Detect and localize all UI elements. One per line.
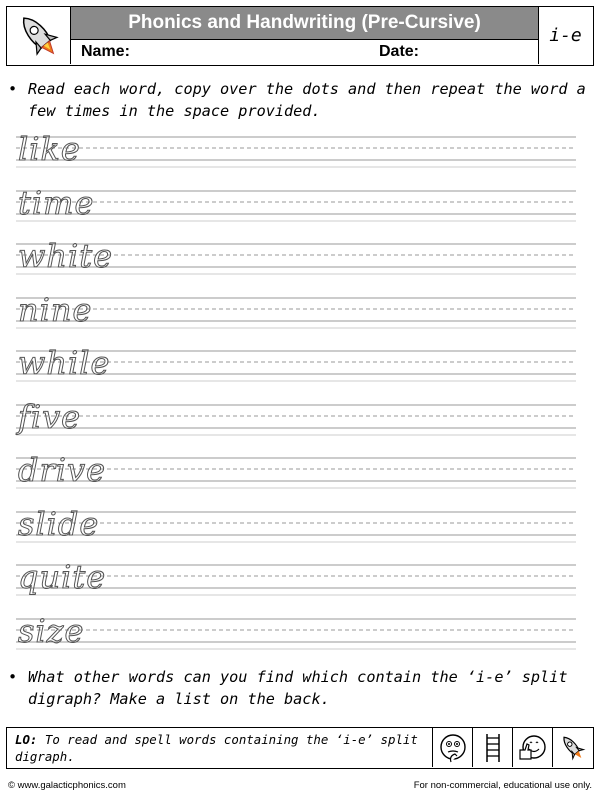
trace-word: size: [18, 611, 85, 650]
thinking-face-icon: [437, 732, 469, 764]
trace-word: time: [18, 183, 95, 222]
learning-objective: [15, 731, 425, 765]
practice-row: [16, 290, 576, 329]
rocket-cell: [552, 728, 592, 767]
worksheet-title: Phonics and Handwriting (Pre-Cursive): [71, 7, 538, 40]
rocket-icon: [7, 7, 69, 63]
thumbs-up-cell: [512, 728, 552, 767]
handwriting-guidelines: [16, 136, 576, 168]
ladder-cell: [472, 728, 512, 767]
footer-note: For non-commercial, educational use only.: [413, 780, 592, 791]
lo-text: To read and spell words containing the ‘i-e’ split digraph.: [15, 732, 418, 764]
trace-word: slide: [18, 504, 100, 543]
thinking-face-cell: [432, 728, 472, 767]
name-label: Name:: [81, 43, 130, 60]
handwriting-guidelines: [16, 618, 576, 650]
worksheet-header: [6, 6, 594, 66]
practice-row: [16, 451, 576, 489]
digraph-code: i-e: [538, 7, 592, 64]
instruction-bottom: [8, 666, 592, 710]
footer-website: © www.galacticphonics.com: [8, 780, 126, 791]
trace-word: white: [18, 237, 114, 275]
trace-word: five: [18, 397, 82, 436]
handwriting-guidelines: [16, 404, 576, 436]
practice-row: [16, 183, 576, 222]
practice-row: [16, 237, 576, 275]
rocket-icon: [557, 732, 589, 764]
practice-row: [16, 130, 576, 168]
practice-row: [16, 344, 576, 382]
trace-word: while: [18, 344, 111, 382]
thumbs-up-icon: [517, 732, 549, 764]
name-date-row: [71, 40, 538, 64]
practice-row: [16, 397, 576, 436]
instruction-bottom-text: What other words can you find which contain the ‘i-e’ split digraph? Make a list on the back.: [28, 668, 568, 708]
practice-row: [16, 504, 576, 543]
ladder-icon: [483, 732, 503, 764]
logo-cell: [7, 7, 71, 64]
bullet: •: [8, 80, 18, 98]
date-label: Date:: [379, 43, 420, 60]
instruction-top-text: Read each word, copy over the dots and then repeat the word a few times in the space provided.: [28, 80, 586, 120]
handwriting-guidelines: [16, 297, 576, 329]
trace-word: drive: [18, 451, 107, 489]
learning-objective-box: [6, 727, 594, 769]
trace-word: nine: [18, 290, 93, 329]
practice-row: [16, 611, 576, 650]
lo-prefix: LO:: [15, 732, 38, 747]
trace-word: like: [18, 130, 81, 168]
instruction-top: [8, 78, 592, 122]
bullet: •: [8, 668, 18, 686]
trace-word: quite: [18, 558, 107, 596]
handwriting-guidelines: [16, 190, 576, 222]
practice-row: [16, 558, 576, 596]
handwriting-guidelines: [16, 511, 576, 543]
